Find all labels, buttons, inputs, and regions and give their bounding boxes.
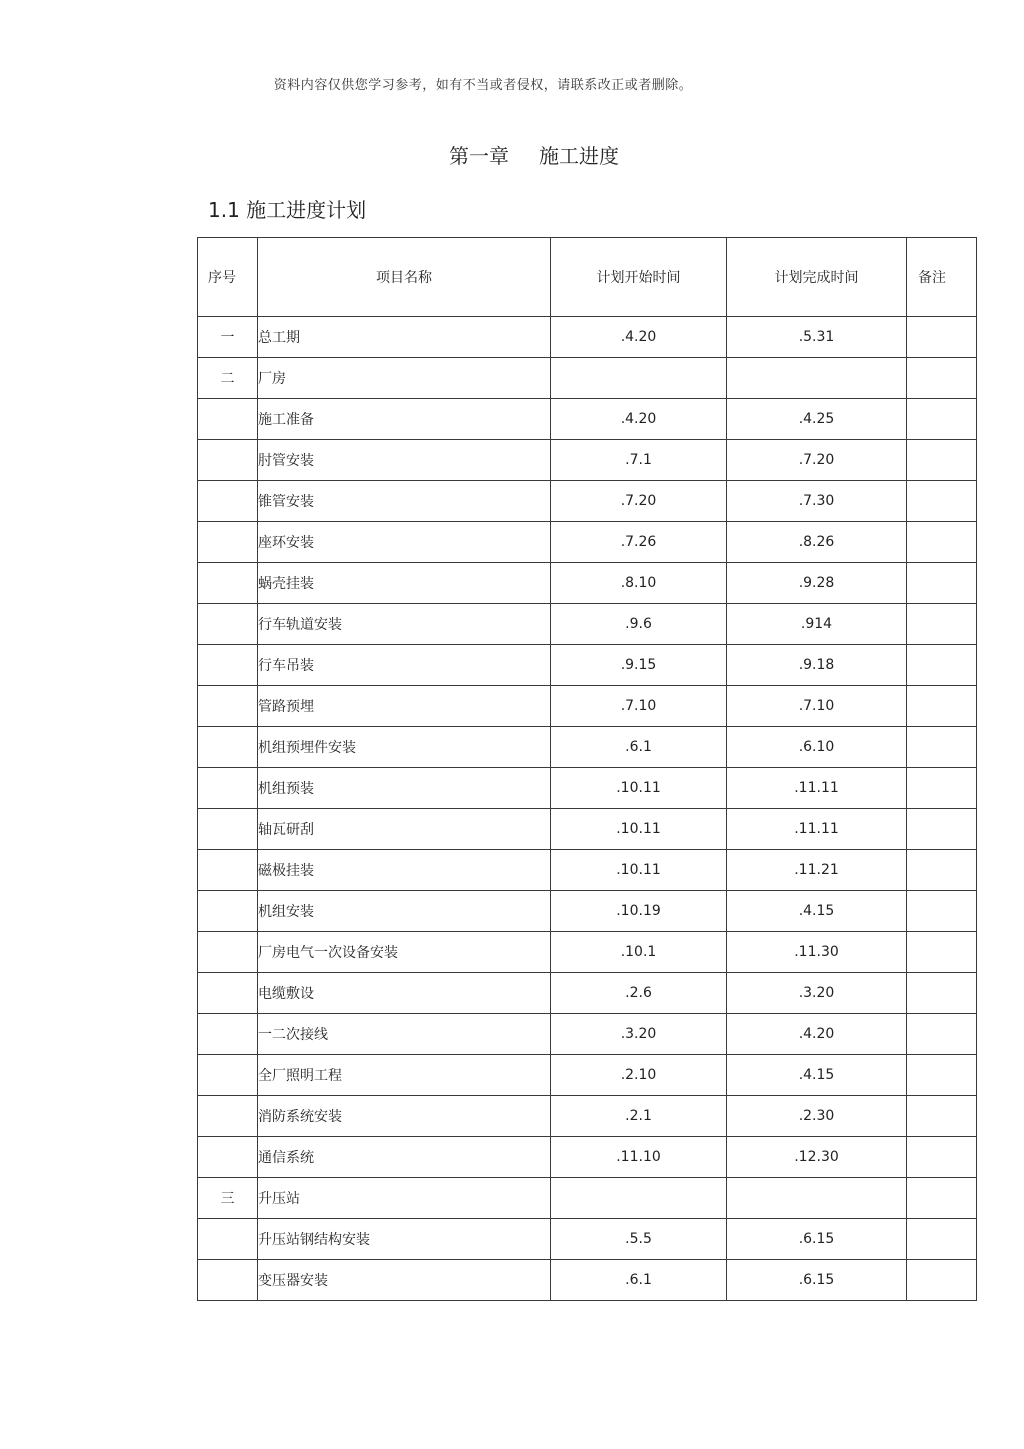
cell-planned-start	[551, 358, 727, 399]
cell-seq-no	[198, 1096, 258, 1137]
header-planned-end: 计划完成时间	[727, 238, 907, 317]
table-row	[198, 1055, 977, 1096]
cell-planned-start: .2.6	[551, 973, 727, 1014]
table-row	[198, 604, 977, 645]
cell-planned-end: .7.30	[727, 481, 907, 522]
cell-item-name: 轴瓦研刮	[258, 809, 551, 850]
schedule-table	[197, 237, 977, 1301]
cell-seq-no	[198, 1260, 258, 1301]
cell-planned-end	[727, 358, 907, 399]
cell-seq-no	[198, 1014, 258, 1055]
cell-item-name: 通信系统	[258, 1137, 551, 1178]
cell-planned-start: .5.5	[551, 1219, 727, 1260]
cell-item-name: 行车吊装	[258, 645, 551, 686]
cell-remarks	[907, 1014, 977, 1055]
cell-planned-end: .4.15	[727, 891, 907, 932]
chapter-number: 第一章	[449, 144, 509, 168]
cell-planned-end: .6.10	[727, 727, 907, 768]
cell-planned-start: .6.1	[551, 727, 727, 768]
cell-planned-start: .4.20	[551, 317, 727, 358]
cell-seq-no	[198, 850, 258, 891]
table-row	[198, 1137, 977, 1178]
cell-seq-no	[198, 809, 258, 850]
cell-planned-start: .2.1	[551, 1096, 727, 1137]
table-row	[198, 645, 977, 686]
cell-remarks	[907, 563, 977, 604]
cell-planned-start: .4.20	[551, 399, 727, 440]
cell-seq-no	[198, 768, 258, 809]
cell-item-name: 磁极挂装	[258, 850, 551, 891]
cell-planned-end: .4.15	[727, 1055, 907, 1096]
cell-item-name: 一二次接线	[258, 1014, 551, 1055]
cell-planned-end: .8.26	[727, 522, 907, 563]
cell-planned-start: .9.6	[551, 604, 727, 645]
table-row	[198, 1178, 977, 1219]
cell-seq-no	[198, 440, 258, 481]
cell-seq-no	[198, 973, 258, 1014]
table-header-row	[198, 238, 977, 317]
cell-seq-no	[198, 604, 258, 645]
cell-remarks	[907, 645, 977, 686]
cell-planned-end	[727, 1178, 907, 1219]
cell-remarks	[907, 522, 977, 563]
table-row	[198, 891, 977, 932]
table-row	[198, 317, 977, 358]
cell-seq-no	[198, 563, 258, 604]
cell-item-name: 座环安装	[258, 522, 551, 563]
cell-item-name: 锥管安装	[258, 481, 551, 522]
cell-planned-start: .7.20	[551, 481, 727, 522]
cell-seq-no: 三	[198, 1178, 258, 1219]
table-row	[198, 1260, 977, 1301]
cell-item-name: 电缆敷设	[258, 973, 551, 1014]
cell-planned-end: .6.15	[727, 1260, 907, 1301]
cell-remarks	[907, 1055, 977, 1096]
header-seq-no: 序号	[198, 238, 258, 317]
cell-remarks	[907, 932, 977, 973]
cell-remarks	[907, 440, 977, 481]
table-row	[198, 727, 977, 768]
table-row	[198, 809, 977, 850]
cell-item-name: 变压器安装	[258, 1260, 551, 1301]
cell-remarks	[907, 1260, 977, 1301]
cell-seq-no	[198, 645, 258, 686]
cell-item-name: 机组预装	[258, 768, 551, 809]
cell-remarks	[907, 686, 977, 727]
cell-remarks	[907, 891, 977, 932]
cell-planned-start: .7.1	[551, 440, 727, 481]
cell-item-name: 厂房	[258, 358, 551, 399]
cell-planned-start: .6.1	[551, 1260, 727, 1301]
table-row	[198, 973, 977, 1014]
cell-seq-no	[198, 727, 258, 768]
table-row	[198, 399, 977, 440]
cell-planned-end: .12.30	[727, 1137, 907, 1178]
cell-remarks	[907, 1219, 977, 1260]
table-row	[198, 1219, 977, 1260]
cell-remarks	[907, 768, 977, 809]
cell-planned-end: .6.15	[727, 1219, 907, 1260]
cell-planned-end: .11.11	[727, 768, 907, 809]
cell-remarks	[907, 358, 977, 399]
cell-remarks	[907, 481, 977, 522]
table-row	[198, 768, 977, 809]
cell-planned-start: .10.1	[551, 932, 727, 973]
cell-planned-end: .914	[727, 604, 907, 645]
cell-planned-end: .7.20	[727, 440, 907, 481]
cell-seq-no	[198, 1219, 258, 1260]
cell-planned-start: .9.15	[551, 645, 727, 686]
cell-remarks	[907, 809, 977, 850]
cell-item-name: 机组预埋件安装	[258, 727, 551, 768]
cell-planned-end: .3.20	[727, 973, 907, 1014]
cell-seq-no	[198, 932, 258, 973]
cell-seq-no	[198, 1137, 258, 1178]
cell-item-name: 蜗壳挂装	[258, 563, 551, 604]
cell-item-name: 施工准备	[258, 399, 551, 440]
chapter-heading	[0, 140, 1024, 169]
cell-planned-end: .4.25	[727, 399, 907, 440]
cell-planned-end: .11.11	[727, 809, 907, 850]
table-row	[198, 1014, 977, 1055]
cell-planned-end: .11.21	[727, 850, 907, 891]
cell-planned-end: .4.20	[727, 1014, 907, 1055]
table-row	[198, 1096, 977, 1137]
cell-planned-start: .10.11	[551, 850, 727, 891]
cell-planned-start: .10.11	[551, 768, 727, 809]
cell-planned-start: .10.19	[551, 891, 727, 932]
cell-planned-end: .5.31	[727, 317, 907, 358]
header-item-name: 项目名称	[258, 238, 551, 317]
section-title: 1.1 施工进度计划	[208, 198, 367, 222]
cell-remarks	[907, 1178, 977, 1219]
cell-planned-start: .7.10	[551, 686, 727, 727]
cell-planned-end: .9.28	[727, 563, 907, 604]
cell-planned-start: .11.10	[551, 1137, 727, 1178]
cell-remarks	[907, 973, 977, 1014]
cell-planned-start: .7.26	[551, 522, 727, 563]
cell-planned-end: .7.10	[727, 686, 907, 727]
cell-planned-end: .11.30	[727, 932, 907, 973]
cell-remarks	[907, 727, 977, 768]
cell-item-name: 升压站	[258, 1178, 551, 1219]
cell-seq-no: 一	[198, 317, 258, 358]
cell-planned-start: .8.10	[551, 563, 727, 604]
cell-item-name: 升压站钢结构安装	[258, 1219, 551, 1260]
table-row	[198, 563, 977, 604]
cell-seq-no	[198, 891, 258, 932]
table-row	[198, 932, 977, 973]
cell-item-name: 消防系统安装	[258, 1096, 551, 1137]
cell-item-name: 管路预埋	[258, 686, 551, 727]
cell-seq-no	[198, 1055, 258, 1096]
cell-seq-no	[198, 522, 258, 563]
header-remarks: 备注	[907, 238, 977, 317]
cell-seq-no	[198, 481, 258, 522]
table-row	[198, 686, 977, 727]
cell-planned-end: .2.30	[727, 1096, 907, 1137]
cell-seq-no	[198, 399, 258, 440]
table-row	[198, 522, 977, 563]
cell-remarks	[907, 850, 977, 891]
cell-planned-start	[551, 1178, 727, 1219]
header-planned-start: 计划开始时间	[551, 238, 727, 317]
cell-planned-end: .9.18	[727, 645, 907, 686]
cell-remarks	[907, 317, 977, 358]
cell-item-name: 厂房电气一次设备安装	[258, 932, 551, 973]
cell-item-name: 行车轨道安装	[258, 604, 551, 645]
cell-item-name: 肘管安装	[258, 440, 551, 481]
cell-planned-start: .10.11	[551, 809, 727, 850]
cell-item-name: 机组安装	[258, 891, 551, 932]
disclaimer-notice: 资料内容仅供您学习参考，如有不当或者侵权，请联系改正或者删除。	[273, 78, 693, 93]
chapter-title: 施工进度	[539, 144, 619, 168]
cell-item-name: 总工期	[258, 317, 551, 358]
cell-seq-no: 二	[198, 358, 258, 399]
cell-planned-start: .3.20	[551, 1014, 727, 1055]
table-row	[198, 850, 977, 891]
table-row	[198, 358, 977, 399]
cell-planned-start: .2.10	[551, 1055, 727, 1096]
cell-seq-no	[198, 686, 258, 727]
cell-remarks	[907, 1096, 977, 1137]
cell-item-name: 全厂照明工程	[258, 1055, 551, 1096]
cell-remarks	[907, 604, 977, 645]
cell-remarks	[907, 399, 977, 440]
cell-remarks	[907, 1137, 977, 1178]
table-row	[198, 481, 977, 522]
table-row	[198, 440, 977, 481]
